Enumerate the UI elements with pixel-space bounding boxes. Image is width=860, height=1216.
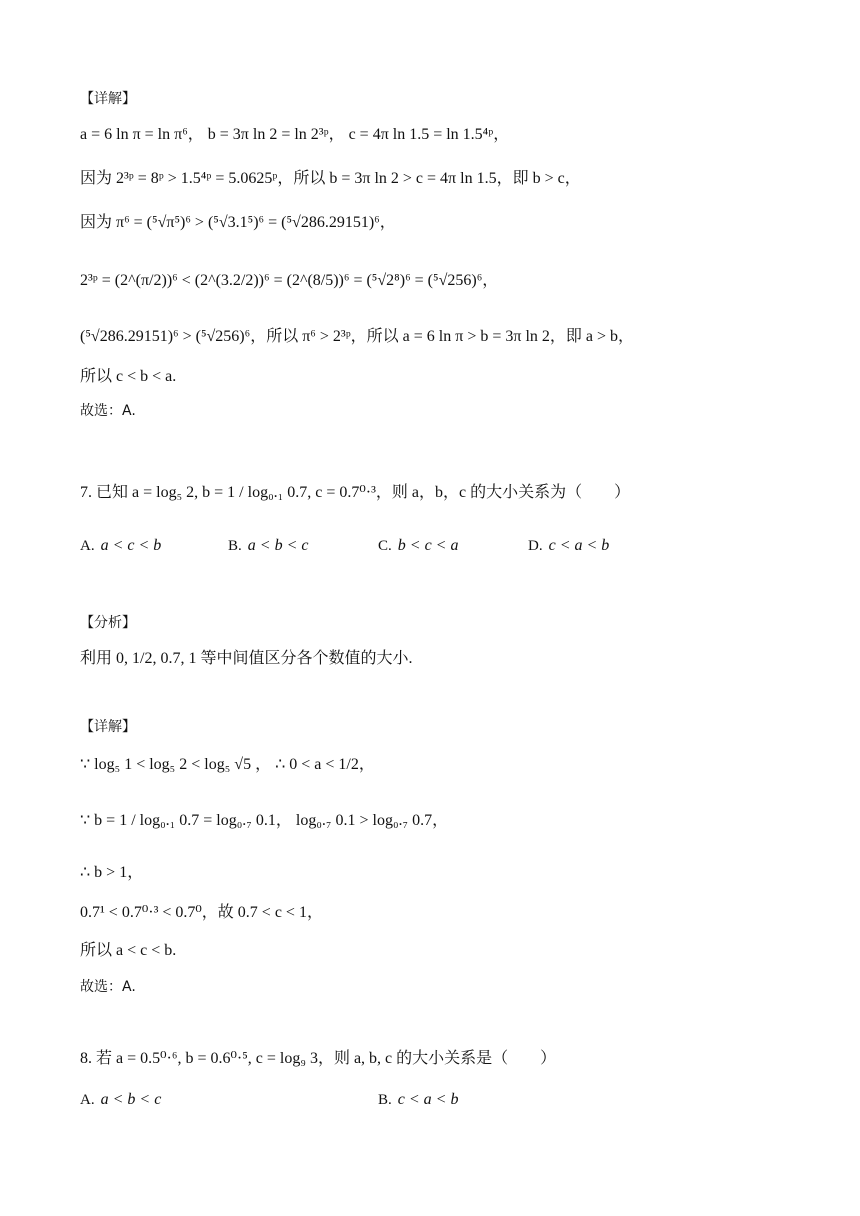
text-line-l15: ∵ b = 1 / log₀.₁ 0.7 = log₀.₇ 0.1， log₀.₇ 0.1 > log₀.₇ 0.7， [80, 812, 449, 829]
q7-choices-option-1 [228, 536, 308, 555]
option-value: c < a < b [548, 537, 610, 554]
text-line-l16: ∴ b > 1， [80, 864, 144, 881]
text-line-l6: (⁵√286.29151)⁶ > (⁵√256)⁶，所以 π⁶ > 2³ᵖ，所以 a = 6 ln π > b = 3π ln 2，即 a > b， [80, 328, 635, 345]
option-value: a < c < b [100, 537, 162, 554]
text-line-l7: 所以 c < b < a. [80, 368, 177, 385]
q7-choices-option-0 [80, 536, 161, 555]
text-line-l20: 8. 若 a = 0.5⁰·⁶, b = 0.6⁰·⁵, c = log₉ 3，则 a, b, c 的大小关系是（ ） [80, 1050, 557, 1067]
q8-choices-option-1 [378, 1090, 458, 1109]
q7-choices-option-3 [528, 536, 609, 555]
text-line-l9: 7. 已知 a = log₅ 2, b = 1 / log₀.₁ 0.7, c = 0.7⁰·³，则 a，b，c 的大小关系为（ ） [80, 484, 631, 501]
option-value: a < b < c [100, 1091, 162, 1108]
text-line-l8: 故选：A. [80, 403, 136, 419]
option-label: D. [528, 538, 543, 554]
text-line-l19: 故选：A. [80, 979, 136, 995]
option-value: c < a < b [397, 1091, 459, 1108]
text-line-l17: 0.7¹ < 0.7⁰·³ < 0.7⁰，故 0.7 < c < 1， [80, 904, 323, 921]
option-label: A. [80, 538, 95, 554]
option-label: A. [80, 1092, 95, 1108]
option-value: a < b < c [247, 537, 309, 554]
text-line-l1: 【详解】 [80, 91, 136, 107]
text-line-l4: 因为 π⁶ = (⁵√π⁵)⁶ > (⁵√3.1⁵)⁶ = (⁵√286.29151)⁶， [80, 214, 396, 231]
text-line-l2: a = 6 ln π = ln π⁶， b = 3π ln 2 = ln 2³ᵖ， c = 4π ln 1.5 = ln 1.5⁴ᵖ， [80, 126, 510, 143]
q8-choices-option-0 [80, 1090, 161, 1109]
text-line-l18: 所以 a < c < b. [80, 942, 177, 959]
text-line-l12: 利用 0, 1/2, 0.7, 1 等中间值区分各个数值的大小. [80, 650, 413, 667]
q7-choices-option-2 [378, 536, 458, 555]
text-line-l14: ∵ log₅ 1 < log₅ 2 < log₅ √5 ， ∴ 0 < a < 1/2， [80, 756, 375, 773]
text-line-l3: 因为 2³ᵖ = 8ᵖ > 1.5⁴ᵖ = 5.0625ᵖ，所以 b = 3π ln 2 > c = 4π ln 1.5，即 b > c， [80, 170, 581, 187]
text-line-l5: 2³ᵖ = (2^(π/2))⁶ < (2^(3.2/2))⁶ = (2^(8/5))⁶ = (⁵√2⁸)⁶ = (⁵√256)⁶， [80, 272, 499, 289]
option-value: b < c < a [397, 537, 459, 554]
option-label: B. [228, 538, 242, 554]
option-label: B. [378, 1092, 392, 1108]
text-line-l11: 【分析】 [80, 615, 136, 631]
option-label: C. [378, 538, 392, 554]
text-line-l13: 【详解】 [80, 719, 136, 735]
